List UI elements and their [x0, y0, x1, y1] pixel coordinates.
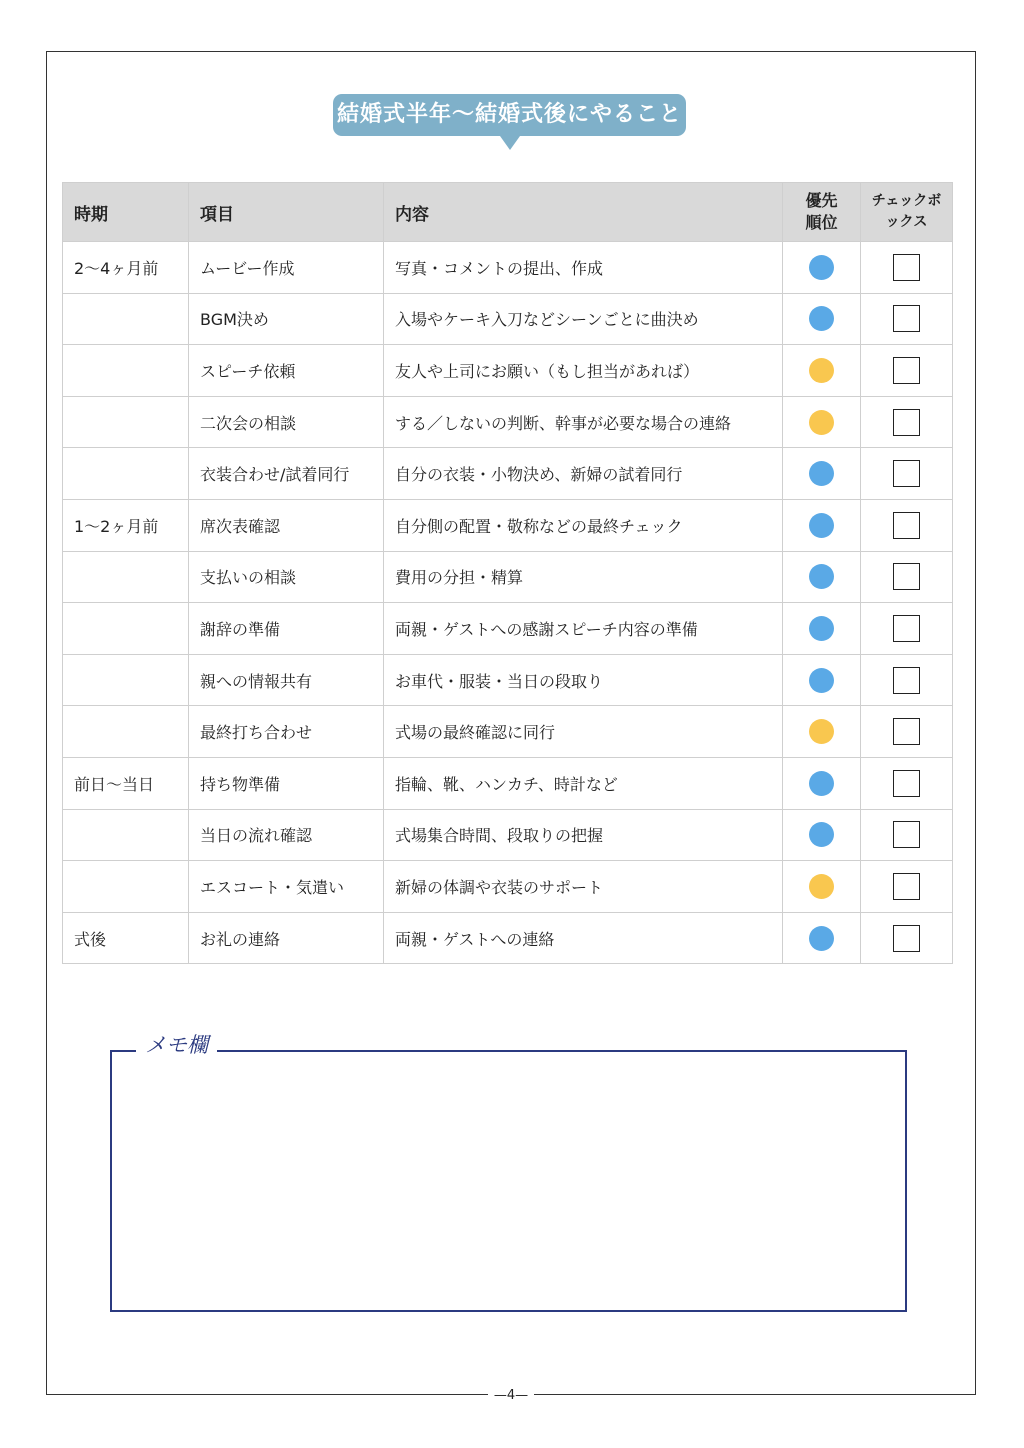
page-title: 結婚式半年〜結婚式後にやること — [333, 94, 686, 136]
task-checkbox[interactable] — [893, 873, 920, 900]
priority-high-dot — [809, 306, 834, 331]
cell-priority — [783, 242, 861, 294]
cell-period — [63, 448, 189, 500]
cell-content: お車代・服装・当日の段取り — [384, 654, 783, 706]
cell-priority — [783, 551, 861, 603]
table-row — [63, 654, 953, 706]
cell-content: 入場やケーキ入刀などシーンごとに曲決め — [384, 293, 783, 345]
cell-checkbox — [861, 345, 953, 397]
cell-priority — [783, 396, 861, 448]
header-checkbox — [861, 183, 953, 242]
table-row — [63, 448, 953, 500]
cell-period — [63, 861, 189, 913]
task-checkbox[interactable] — [893, 305, 920, 332]
cell-checkbox — [861, 912, 953, 964]
header-priority-label: 優先順位 — [805, 191, 838, 232]
cell-content: 両親・ゲストへの連絡 — [384, 912, 783, 964]
cell-item: 衣装合わせ/試着同行 — [189, 448, 384, 500]
cell-checkbox — [861, 396, 953, 448]
cell-period — [63, 654, 189, 706]
header-item: 項目 — [189, 183, 384, 242]
cell-content: 費用の分担・精算 — [384, 551, 783, 603]
task-checkbox[interactable] — [893, 925, 920, 952]
cell-checkbox — [861, 603, 953, 655]
header-content: 内容 — [384, 183, 783, 242]
task-checkbox[interactable] — [893, 409, 920, 436]
table-row — [63, 603, 953, 655]
table-row — [63, 861, 953, 913]
cell-item: 最終打ち合わせ — [189, 706, 384, 758]
priority-high-dot — [809, 771, 834, 796]
cell-checkbox — [861, 809, 953, 861]
cell-item: お礼の連絡 — [189, 912, 384, 964]
cell-priority — [783, 499, 861, 551]
cell-item: 支払いの相談 — [189, 551, 384, 603]
priority-mid-dot — [809, 874, 834, 899]
cell-period: 前日〜当日 — [63, 757, 189, 809]
cell-content: する／しないの判断、幹事が必要な場合の連絡 — [384, 396, 783, 448]
cell-checkbox — [861, 654, 953, 706]
table-row — [63, 242, 953, 294]
cell-period — [63, 706, 189, 758]
cell-content: 式場の最終確認に同行 — [384, 706, 783, 758]
table-row — [63, 912, 953, 964]
task-checkbox[interactable] — [893, 512, 920, 539]
cell-priority — [783, 293, 861, 345]
priority-mid-dot — [809, 719, 834, 744]
table-row — [63, 757, 953, 809]
table-row — [63, 499, 953, 551]
table-body — [63, 242, 953, 964]
cell-priority — [783, 861, 861, 913]
priority-mid-dot — [809, 410, 834, 435]
cell-item: 当日の流れ確認 — [189, 809, 384, 861]
cell-priority — [783, 448, 861, 500]
table-row — [63, 809, 953, 861]
task-checkbox[interactable] — [893, 563, 920, 590]
cell-item: 謝辞の準備 — [189, 603, 384, 655]
cell-checkbox — [861, 706, 953, 758]
cell-item: 親への情報共有 — [189, 654, 384, 706]
cell-content: 友人や上司にお願い（もし担当があれば） — [384, 345, 783, 397]
cell-item: 持ち物準備 — [189, 757, 384, 809]
priority-high-dot — [809, 564, 834, 589]
cell-priority — [783, 654, 861, 706]
header-priority — [783, 183, 861, 242]
cell-priority — [783, 603, 861, 655]
memo-box[interactable] — [110, 1050, 907, 1312]
priority-high-dot — [809, 616, 834, 641]
cell-content: 新婦の体調や衣装のサポート — [384, 861, 783, 913]
cell-content: 式場集合時間、段取りの把握 — [384, 809, 783, 861]
cell-priority — [783, 706, 861, 758]
table-row — [63, 551, 953, 603]
cell-checkbox — [861, 499, 953, 551]
cell-priority — [783, 912, 861, 964]
cell-period — [63, 396, 189, 448]
cell-item: 二次会の相談 — [189, 396, 384, 448]
header-period: 時期 — [63, 183, 189, 242]
cell-period — [63, 551, 189, 603]
priority-high-dot — [809, 255, 834, 280]
task-checkbox[interactable] — [893, 821, 920, 848]
table-header-row — [63, 183, 953, 242]
cell-item: BGM決め — [189, 293, 384, 345]
priority-high-dot — [809, 926, 834, 951]
cell-content: 両親・ゲストへの感謝スピーチ内容の準備 — [384, 603, 783, 655]
page-number: —4— — [488, 1385, 534, 1407]
table-row — [63, 396, 953, 448]
cell-priority — [783, 345, 861, 397]
task-checkbox[interactable] — [893, 615, 920, 642]
cell-checkbox — [861, 448, 953, 500]
cell-checkbox — [861, 757, 953, 809]
priority-high-dot — [809, 822, 834, 847]
priority-mid-dot — [809, 358, 834, 383]
cell-content: 指輪、靴、ハンカチ、時計など — [384, 757, 783, 809]
cell-checkbox — [861, 242, 953, 294]
task-checkbox[interactable] — [893, 254, 920, 281]
cell-item: スピーチ依頼 — [189, 345, 384, 397]
task-checkbox[interactable] — [893, 770, 920, 797]
cell-item: 席次表確認 — [189, 499, 384, 551]
cell-checkbox — [861, 551, 953, 603]
cell-item: エスコート・気遣い — [189, 861, 384, 913]
cell-content: 自分の衣装・小物決め、新婦の試着同行 — [384, 448, 783, 500]
cell-checkbox — [861, 293, 953, 345]
cell-priority — [783, 809, 861, 861]
task-checkbox[interactable] — [893, 718, 920, 745]
cell-period — [63, 809, 189, 861]
cell-period: 2〜4ヶ月前 — [63, 242, 189, 294]
cell-period: 1〜2ヶ月前 — [63, 499, 189, 551]
todo-table — [62, 182, 953, 964]
cell-period: 式後 — [63, 912, 189, 964]
cell-content: 自分側の配置・敬称などの最終チェック — [384, 499, 783, 551]
task-checkbox[interactable] — [893, 460, 920, 487]
cell-checkbox — [861, 861, 953, 913]
priority-high-dot — [809, 513, 834, 538]
cell-period — [63, 345, 189, 397]
cell-priority — [783, 757, 861, 809]
table-row — [63, 345, 953, 397]
table-row — [63, 706, 953, 758]
task-checkbox[interactable] — [893, 357, 920, 384]
priority-high-dot — [809, 461, 834, 486]
priority-high-dot — [809, 668, 834, 693]
cell-period — [63, 293, 189, 345]
cell-content: 写真・コメントの提出、作成 — [384, 242, 783, 294]
cell-period — [63, 603, 189, 655]
memo-label: メモ欄 — [136, 1031, 217, 1059]
header-checkbox-label: チェックボックス — [871, 193, 942, 230]
cell-item: ムービー作成 — [189, 242, 384, 294]
task-checkbox[interactable] — [893, 667, 920, 694]
table-row — [63, 293, 953, 345]
